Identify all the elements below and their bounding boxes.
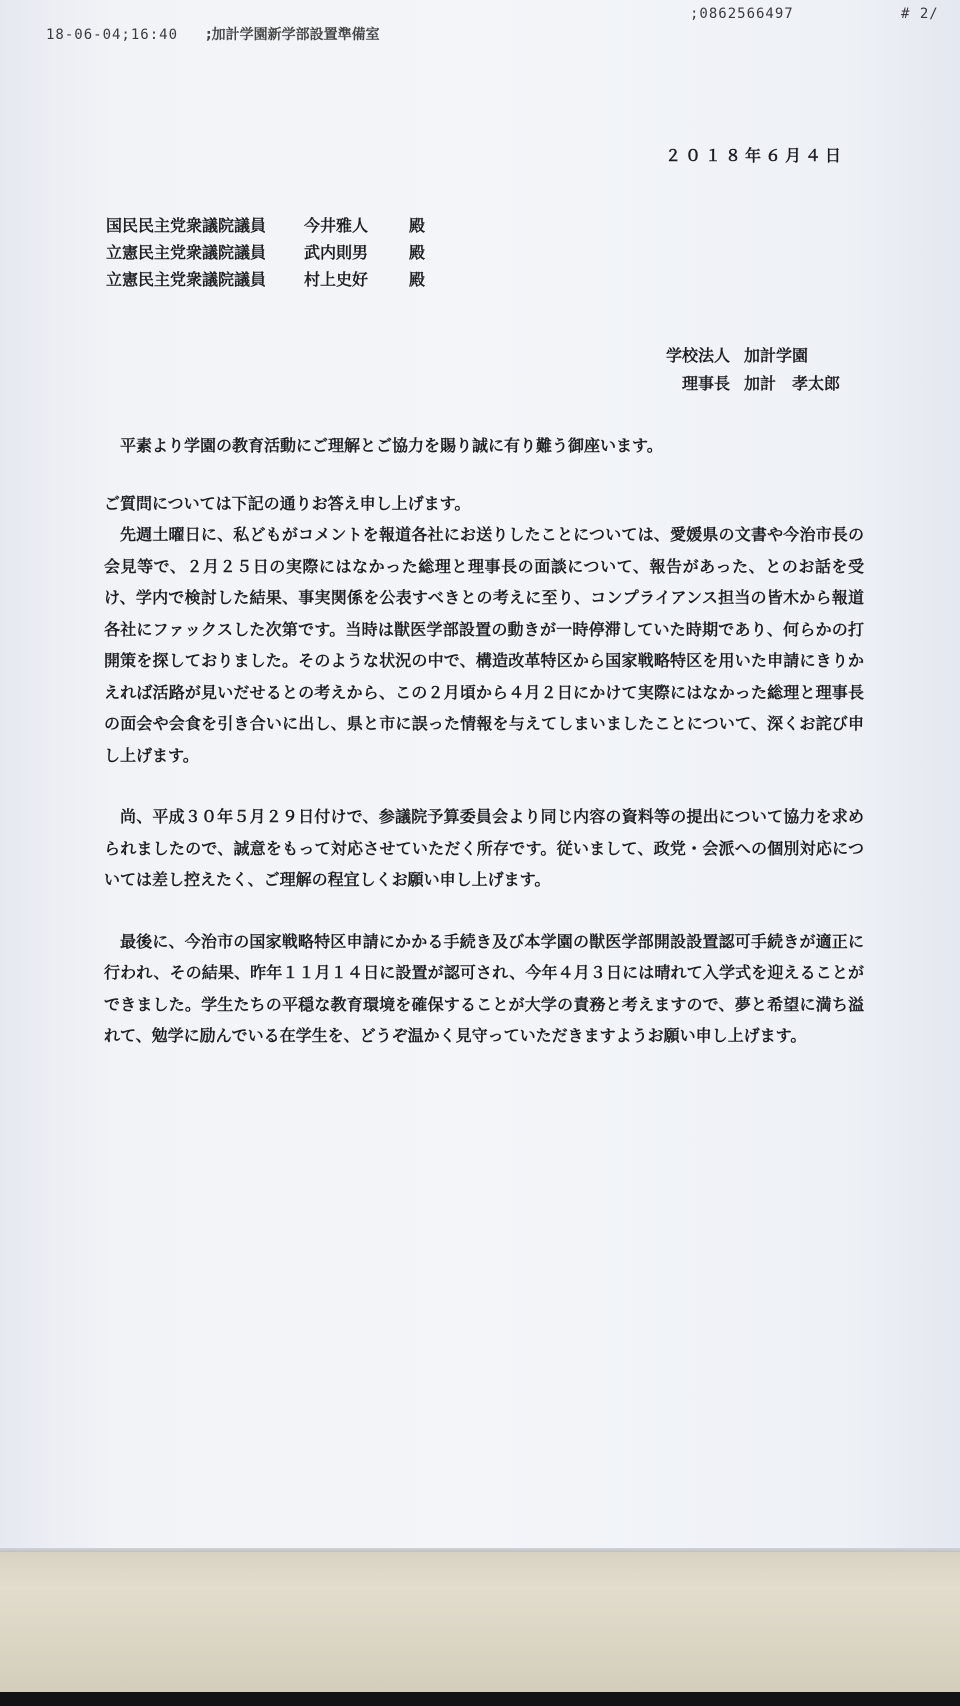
addressee-honorific: 殿 — [409, 270, 426, 289]
dark-border — [0, 1692, 960, 1706]
body-paragraph-2: 尚、平成３０年５月２９日付けで、参議院予算委員会より同じ内容の資料等の提出について協力を求められましたので、誠意をもって対応させていただく所存です。従いまして、政党・会派への個別対応については差し控えたく、ご理解の程宜しくお願い申し上げます。 — [104, 807, 864, 889]
addressee-name: 村上史好 — [304, 270, 369, 289]
fax-number: ;0862566497 — [690, 6, 794, 22]
addressee — [106, 212, 425, 239]
body-paragraph-3: 最後に、今治市の国家戦略特区申請にかかる手続き及び本学園の獣医学部開設設置認可手続きが適正に行われ、その結果、昨年１１月１４日に設置が認可され、今年４月３日には晴れて入学式を迎えることができました。学生たちの平穏な教育環境を確保することが大学の責務と考えますので、夢と希望に満ち溢れて、勉学に励んでいる在学生を、どうぞ温かく見守っていただきますようお願い申し上げます。 — [104, 931, 864, 1045]
greeting-paragraph: 平素より学園の教育活動にご理解とご協力を賜り誠に有り難う御座います。 — [120, 436, 663, 455]
fax-timestamp: 18-06-04;16:40 — [46, 27, 179, 43]
addressee-list — [106, 212, 425, 293]
body-paragraph-1: 先週土曜日に、私どもがコメントを報道各社にお送りしたことについては、愛媛県の文書や今治市長の会見等で、２月２５日の実際にはなかった総理と理事長の面談について、報告があった、とのお話を受け、学内で検討した結果、事実関係を公表すべきとの考えに至り、コンプライアンス担当の皆木から報道各社にファックスした次第です。当時は獣医学部設置の動きが一時停滞していた時期であり、何らかの打開策を探しておりました。そのような状況の中で、構造改革特区から国家戦略特区を用いた申請にきりかえれば活路が見いだせるとの考えから、この２月頃から４月２日にかけて実際にはなかった総理と理事長の面会や会食を引き合いに出し、県と市に誤った情報を与えてしまいましたことについて、深くお詫び申し上げます。 — [104, 525, 864, 765]
desk-surface — [0, 1552, 960, 1692]
addressee-honorific: 殿 — [409, 243, 426, 262]
addressee-name: 今井雅人 — [304, 216, 369, 235]
sender-block — [644, 342, 840, 398]
sender-organization — [644, 342, 840, 370]
letter-body — [104, 430, 864, 1052]
addressee-name: 武内則男 — [304, 243, 369, 262]
addressee — [106, 266, 425, 293]
sender-title-label: 理事長 — [681, 374, 730, 393]
letter-date: ２０１８年６月４日 — [664, 146, 845, 165]
addressee-affiliation: 立憲民主党衆議院議員 — [106, 243, 267, 262]
fax-sender-line: ;加計学園新学部設置準備室 — [206, 27, 380, 43]
fax-page-number: # 2/ — [901, 6, 939, 22]
addressee — [106, 239, 425, 266]
addressee-affiliation: 立憲民主党衆議院議員 — [106, 270, 267, 289]
sender-org-name: 加計学園 — [744, 346, 809, 365]
sender-person — [644, 370, 840, 398]
intro-line: ご質問については下記の通りお答え申し上げます。 — [104, 493, 471, 513]
sender-org-label: 学校法人 — [665, 346, 730, 365]
addressee-honorific: 殿 — [409, 216, 426, 235]
sender-title-name: 加計 孝太郎 — [744, 374, 841, 393]
addressee-affiliation: 国民民主党衆議院議員 — [106, 216, 267, 235]
